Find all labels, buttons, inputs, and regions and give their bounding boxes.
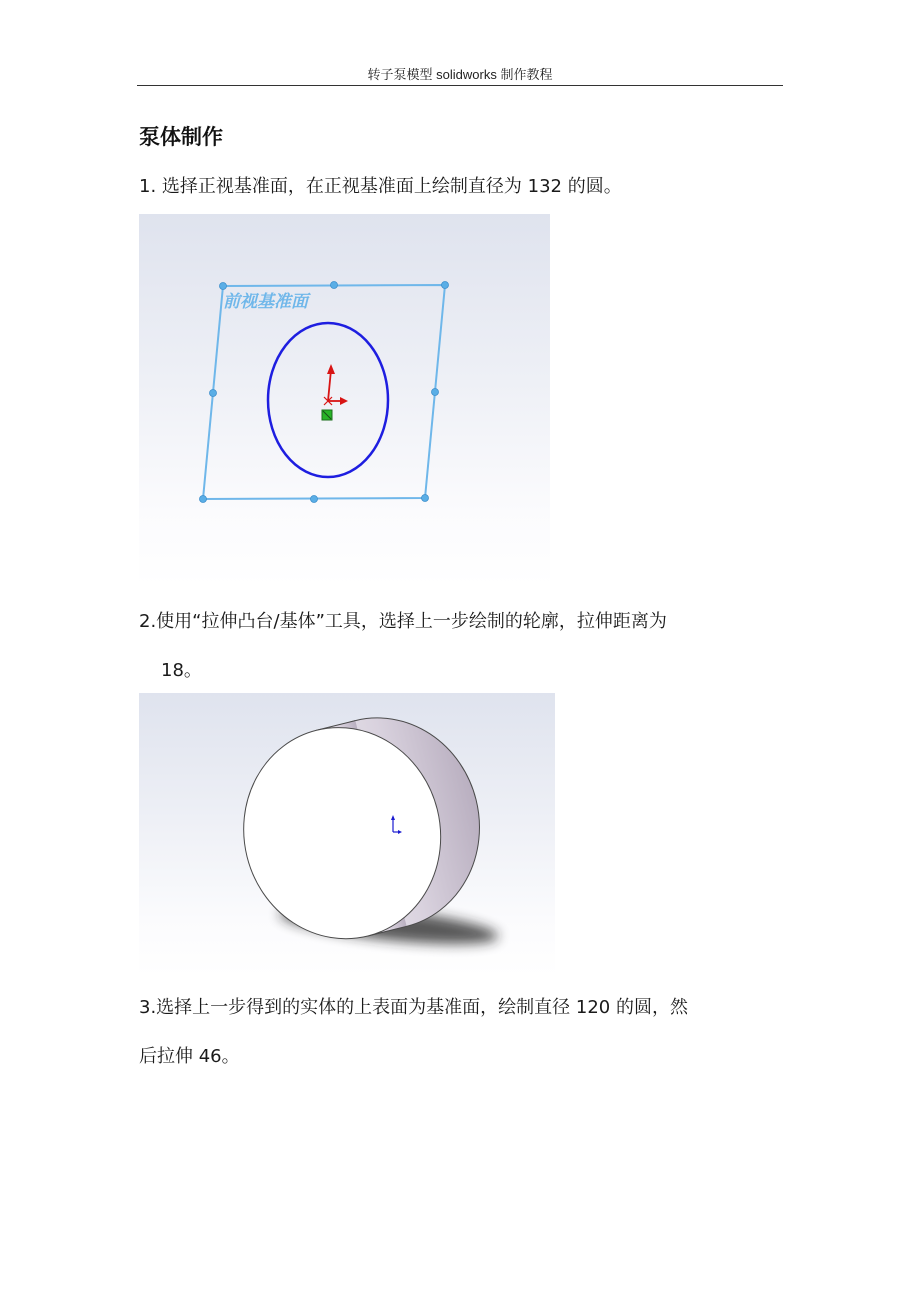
step-2-text: 2.使用“拉伸凸台/基体”工具，选择上一步绘制的轮廓，拉伸距离为 <box>139 611 667 632</box>
plane-handle[interactable] <box>422 495 429 502</box>
plane-handle[interactable] <box>331 282 338 289</box>
plane-handle[interactable] <box>220 283 227 290</box>
step-1-text: 1. 选择正视基准面，在正视基准面上绘制直径为 132 的圆。 <box>139 176 622 197</box>
plane-handle[interactable] <box>200 496 207 503</box>
step-3-text-continued: 后拉伸 46。 <box>139 1046 240 1067</box>
model-viewport <box>139 693 555 976</box>
plane-handle[interactable] <box>210 390 217 397</box>
sketch-viewport <box>139 214 550 586</box>
step-3-text: 3.选择上一步得到的实体的上表面为基准面，绘制直径 120 的圆，然 <box>139 997 688 1018</box>
figure-sketch-plane <box>139 214 550 586</box>
plane-handle[interactable] <box>432 389 439 396</box>
plane-handle[interactable] <box>442 282 449 289</box>
plane-label: 前视基准面 <box>223 292 308 312</box>
figure-extruded-disc <box>139 693 555 976</box>
page-header-title: 转子泵模型 solidworks 制作教程 <box>367 67 553 82</box>
header-divider <box>137 85 783 86</box>
plane-handle[interactable] <box>311 496 318 503</box>
section-heading: 泵体制作 <box>139 125 223 149</box>
step-2-text-continued: 18。 <box>161 660 202 681</box>
